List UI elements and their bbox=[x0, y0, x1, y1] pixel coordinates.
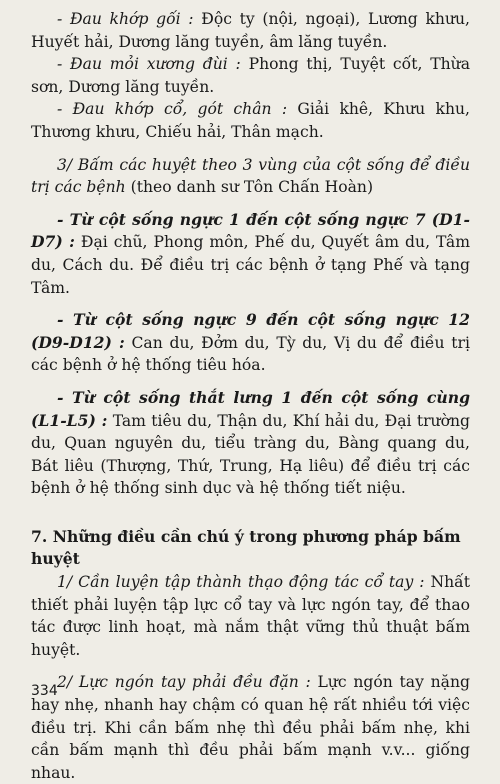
paragraph-body: Đại chũ, Phong môn, Phế du, Quyết âm du, Tâm du, Cách du. Để điều trị các bệnh ở tạng Phế và tạng Tâm. bbox=[31, 233, 471, 297]
paragraph-body: Tam tiêu du, Thận du, Khí hải du, Đại trường du, Quan nguyên du, tiểu tràng du, Bàng quang du, Bát liêu (Thượng, Thứ, Trung, Hạ liêu) để điều trị các bệnh ở hệ thống sinh dục và hệ thống tiết niệu. bbox=[31, 411, 470, 498]
paragraph-body: Độc ty (nội, ngoại), Lương khưu, Huyết hải, Dương lăng tuyền, âm lăng tuyền. bbox=[31, 10, 470, 51]
paragraph-knee-pain bbox=[31, 8, 470, 53]
paragraph-lead: - Từ cột sống thắt lưng 1 đến cột sống cùng (L1-L5) : bbox=[31, 387, 470, 430]
paragraph-body: (theo danh sư Tôn Chấn Hoàn) bbox=[125, 178, 374, 197]
paragraph-body: Can du, Đởm du, Tỳ du, Vị du để điều trị các bệnh ở hệ thống tiêu hóa. bbox=[31, 333, 470, 375]
paragraph-body: Giải khê, Khưu khu, Thương khưu, Chiếu hải, Thân mạch. bbox=[31, 100, 470, 141]
paragraph-thoracic-d9-d12 bbox=[31, 309, 470, 377]
section-heading: 7. Những điều cần chú ý trong phương pháp bấm huyệt bbox=[31, 526, 461, 569]
paragraph-body: Lực ngón tay nặng hay nhẹ, nhanh hay chậm có quan hệ rất nhiều tới việc điều trị. Khi cần bấm nhẹ thì đều phải bấm nhẹ, khi cần bấm mạnh thì đều phải bấm mạnh v.v... giống nhau. bbox=[31, 673, 470, 782]
paragraph-thigh-pain bbox=[31, 53, 470, 98]
paragraph-lead: - Từ cột sống ngực 1 đến cột sống ngực 7 (D1-D7) : bbox=[31, 209, 470, 252]
paragraph-body: Phong thị, Tuyệt cốt, Thừa sơn, Dương lăng tuyền. bbox=[31, 55, 471, 96]
paragraph-lead: - Từ cột sống ngực 9 đến cột sống ngực 12 (D9-D12) : bbox=[31, 310, 470, 352]
paragraph-ankle-pain bbox=[31, 98, 470, 143]
paragraph-lumbar-l1-l5 bbox=[31, 387, 470, 500]
paragraph-finger-force bbox=[31, 671, 470, 784]
paragraph-lead: 1/ Cần luyện tập thành thạo động tác cổ tay : bbox=[57, 573, 425, 592]
paragraph-lead: - Đau mỏi xương đùi : bbox=[57, 55, 241, 74]
paragraph-wrist-training bbox=[31, 571, 470, 661]
paragraph-lead: - Đau khớp gối : bbox=[57, 10, 194, 28]
paragraph-body: Nhất thiết phải luyện tập lực cổ tay và lực ngón tay, để thao tác được linh hoạt, mà nắm thật vững thủ thuật bấm huyệt. bbox=[31, 573, 470, 659]
page-number: 334 bbox=[31, 683, 58, 699]
paragraph-lead: 2/ Lực ngón tay phải đều đặn : bbox=[57, 673, 311, 692]
paragraph-lead: - Đau khớp cổ, gót chân : bbox=[57, 100, 288, 119]
paragraph-lead: 3/ Bấm các huyệt theo 3 vùng của cột sống để điều trị các bệnh bbox=[31, 155, 470, 197]
paragraph-thoracic-d1-d7 bbox=[31, 209, 470, 299]
paragraph-spine-zones-intro bbox=[31, 154, 470, 199]
